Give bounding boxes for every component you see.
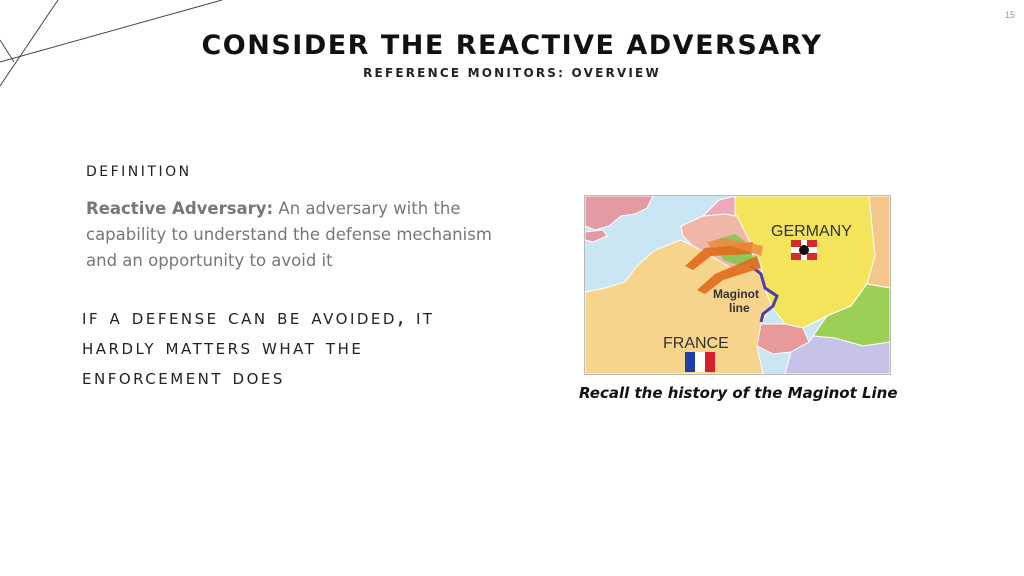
slide-subtitle: REFERENCE MONITORS: OVERVIEW bbox=[363, 66, 661, 80]
label-germany: GERMANY bbox=[771, 223, 852, 240]
slide-number: 15 bbox=[1004, 10, 1015, 20]
definition-body bbox=[86, 196, 506, 274]
definition-text: An adversary with the capability to understand the defense mechanism and an opportunity to avoid it bbox=[86, 199, 492, 270]
label-france: FRANCE bbox=[663, 335, 729, 352]
definition-heading: definition bbox=[86, 157, 192, 181]
definition-term: Reactive Adversary: bbox=[86, 199, 274, 218]
maginot-line-map bbox=[584, 195, 891, 375]
label-maginot: Maginot bbox=[713, 287, 759, 301]
label-line: line bbox=[729, 301, 750, 315]
key-statement: if a defense can be avoided, it hardly matters what the enforcement does bbox=[82, 305, 435, 390]
figure-caption: Recall the history of the Maginot Line bbox=[579, 384, 898, 402]
slide-title: CONSIDER THE REACTIVE ADVERSARY bbox=[201, 30, 823, 61]
